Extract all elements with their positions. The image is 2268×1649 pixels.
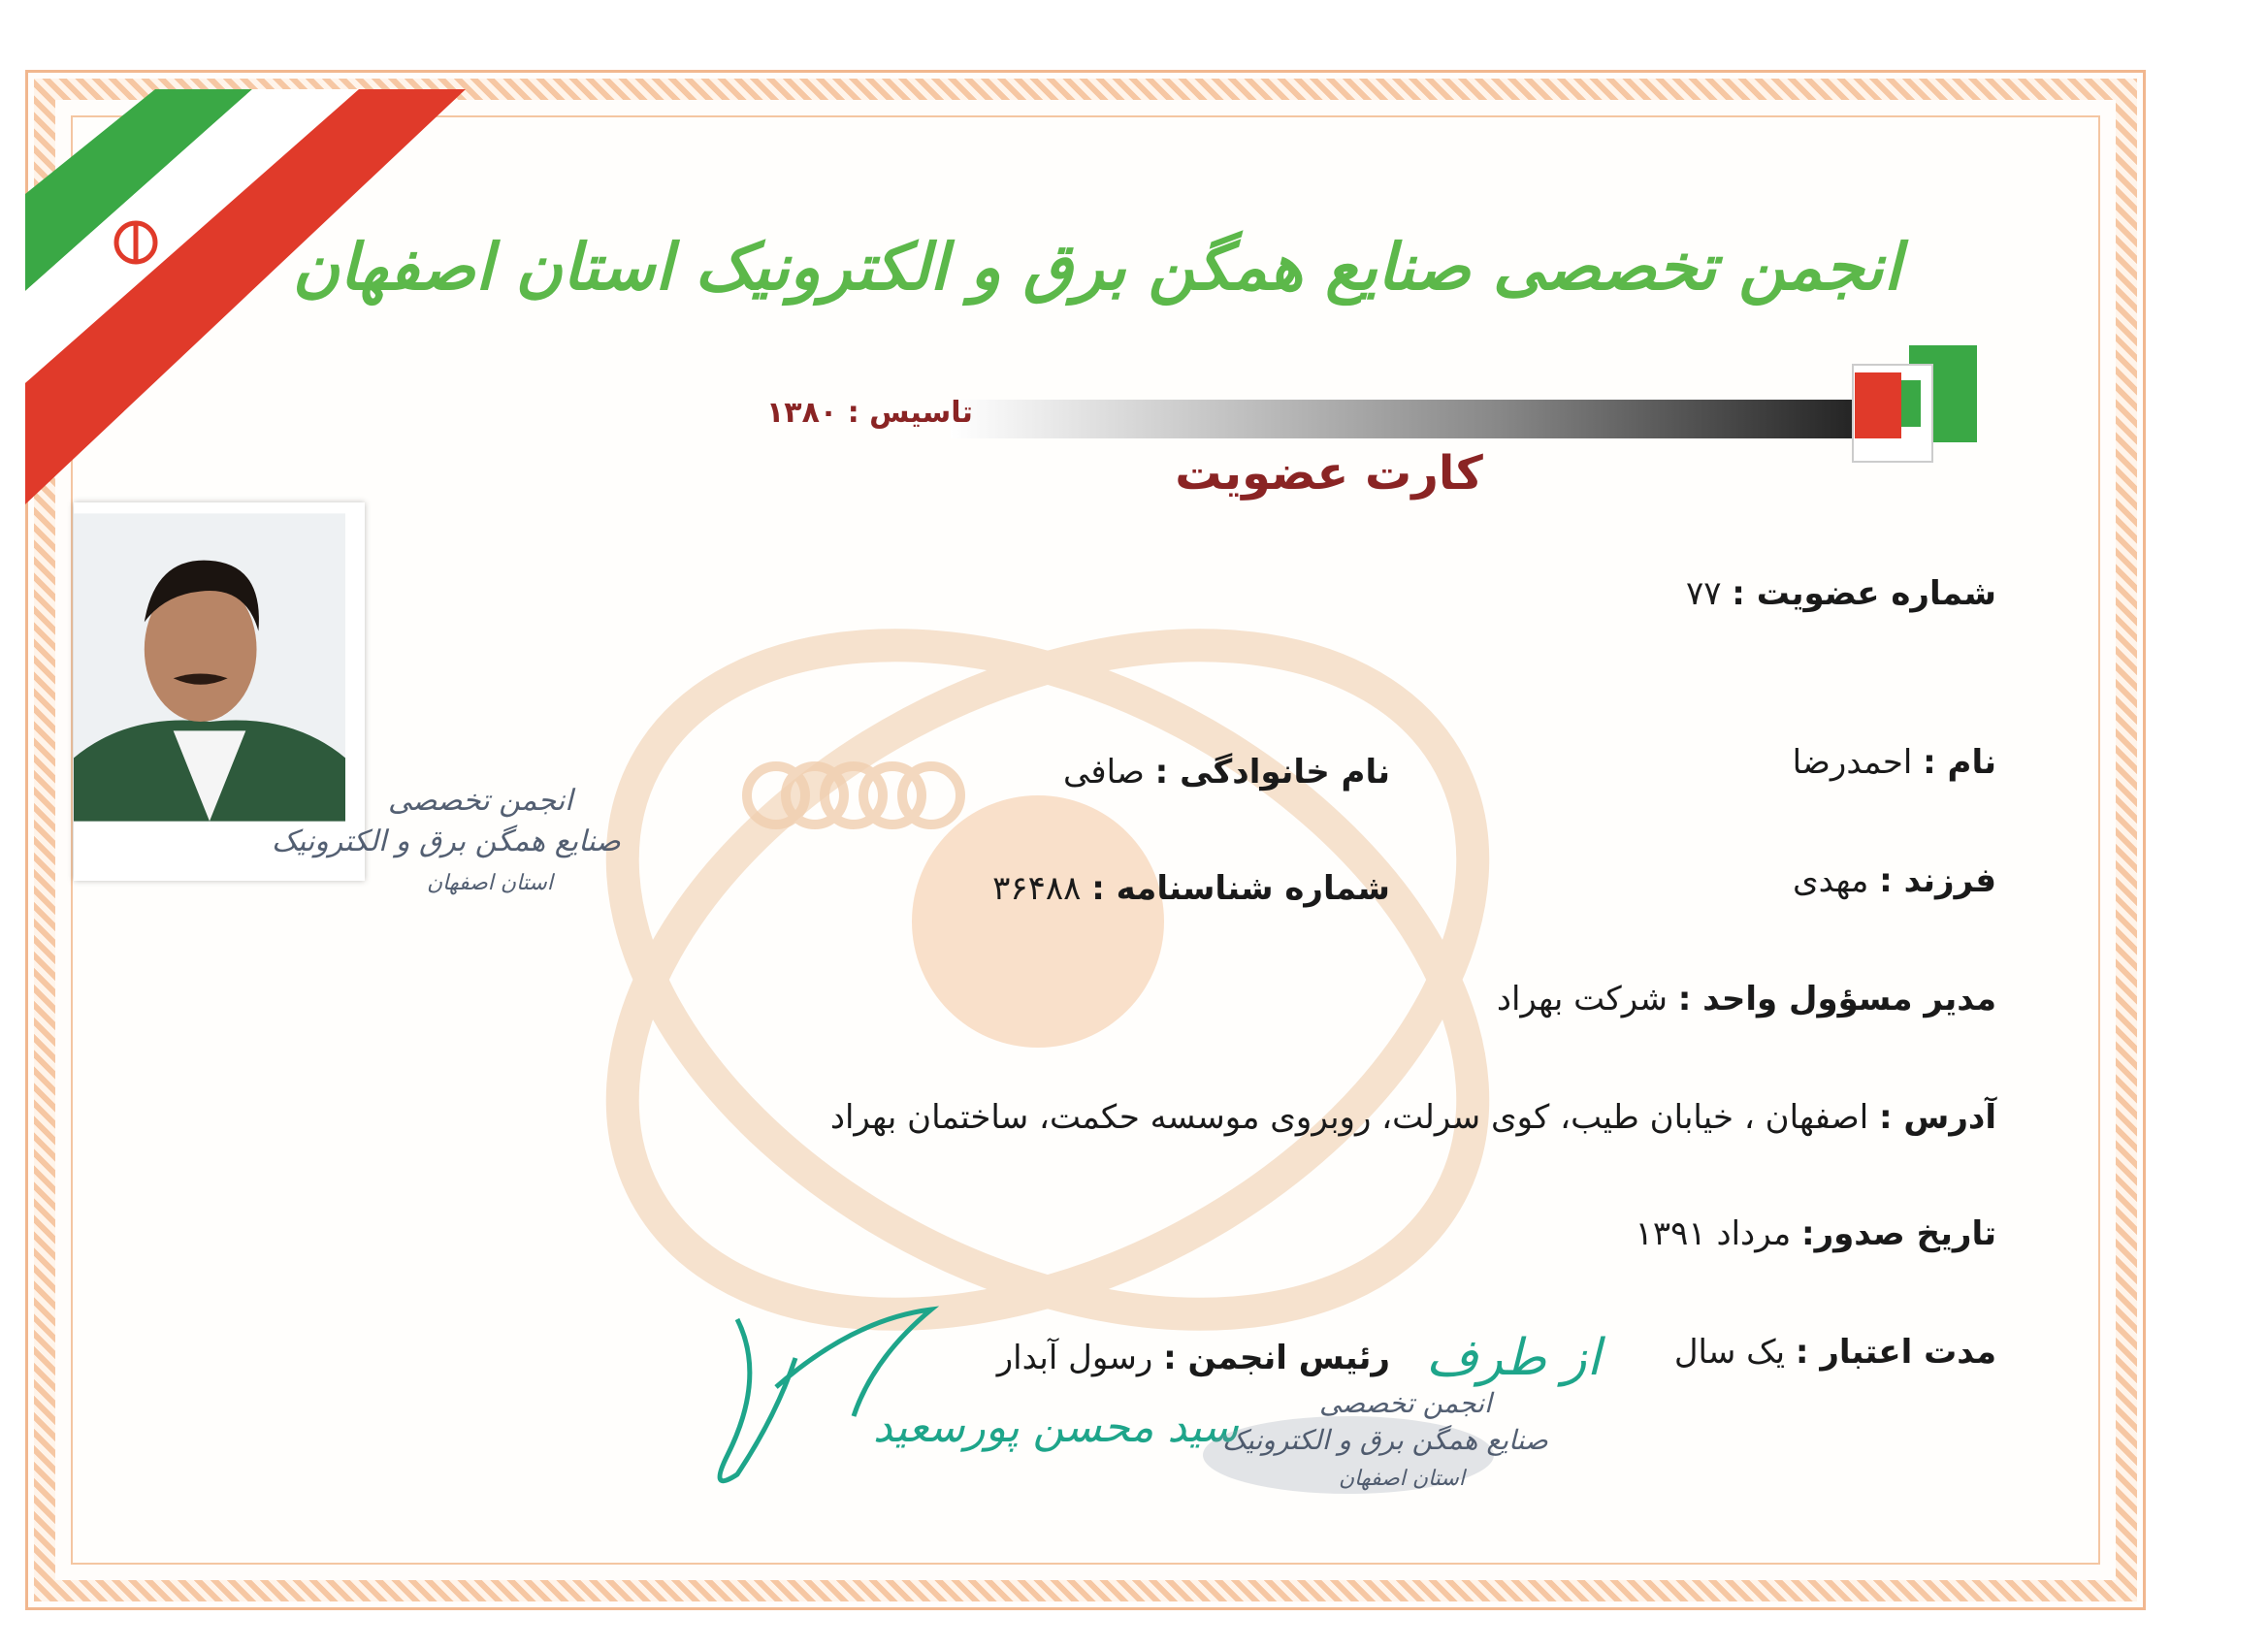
organization-title: انجمن تخصصی صنایع همگن برق و الکترونیک استان اصفهان (292, 229, 1901, 305)
manager-row: مدیر مسؤول واحد : شرکت بهراد (1496, 980, 1996, 1018)
card-title: کارت عضویت (1175, 446, 1483, 501)
stamp-line3: استان اصفهان (427, 871, 553, 895)
last-name-value: صافی (1063, 753, 1145, 792)
validity-value: یک سال (1673, 1333, 1786, 1372)
established-value: ۱۳۸۰ (766, 396, 838, 430)
membership-number-value: ۷۷ (1685, 574, 1722, 613)
president-value: رسول آبدار (996, 1339, 1153, 1377)
issue-date-value: مرداد ۱۳۹۱ (1635, 1214, 1792, 1253)
on-behalf-signature: از طرف (1426, 1329, 1602, 1387)
issue-date-row: تاریخ صدور: مرداد ۱۳۹۱ (1635, 1214, 1996, 1253)
father-name-row: فرزند : مهدی (1793, 861, 1996, 900)
established-label: تاسیس : (847, 396, 973, 430)
id-number-value: ۳۶۴۸۸ (992, 869, 1082, 908)
last-name-row: نام خانوادگی : صافی (1063, 753, 1390, 792)
bottom-stamp-line2: صنایع همگن برق و الکترونیک (1222, 1424, 1548, 1456)
membership-number-row: شماره عضویت : ۷۷ (1685, 574, 1996, 613)
first-name-value: احمدرضا (1792, 743, 1913, 782)
stamp-line2: صنایع همگن برق و الکترونیک (272, 824, 621, 858)
father-name-value: مهدی (1793, 861, 1869, 900)
bottom-stamp-line3: استان اصفهان (1339, 1467, 1465, 1491)
id-number-row: شماره شناسنامه : ۳۶۴۸۸ (992, 869, 1390, 908)
first-name-row: نام : احمدرضا (1792, 743, 1996, 782)
address-row: آدرس : اصفهان ، خیابان طیب، کوی سرلت، روبروی موسسه حکمت، ساختمان بهراد (829, 1098, 1996, 1137)
address-value: اصفهان ، خیابان طیب، کوی سرلت، روبروی موسسه حکمت، ساختمان بهراد (829, 1098, 1869, 1137)
bottom-stamp-line1: انجمن تخصصی (1319, 1387, 1492, 1419)
manager-value: شرکت بهراد (1496, 980, 1668, 1018)
signer-name-signature: سید محسن پورسعید (873, 1403, 1239, 1452)
president-row: رئیس انجمن : رسول آبدار (996, 1339, 1390, 1377)
stamp-line1: انجمن تخصصی (388, 784, 573, 818)
validity-row: مدت اعتبار : یک سال (1673, 1333, 1996, 1372)
